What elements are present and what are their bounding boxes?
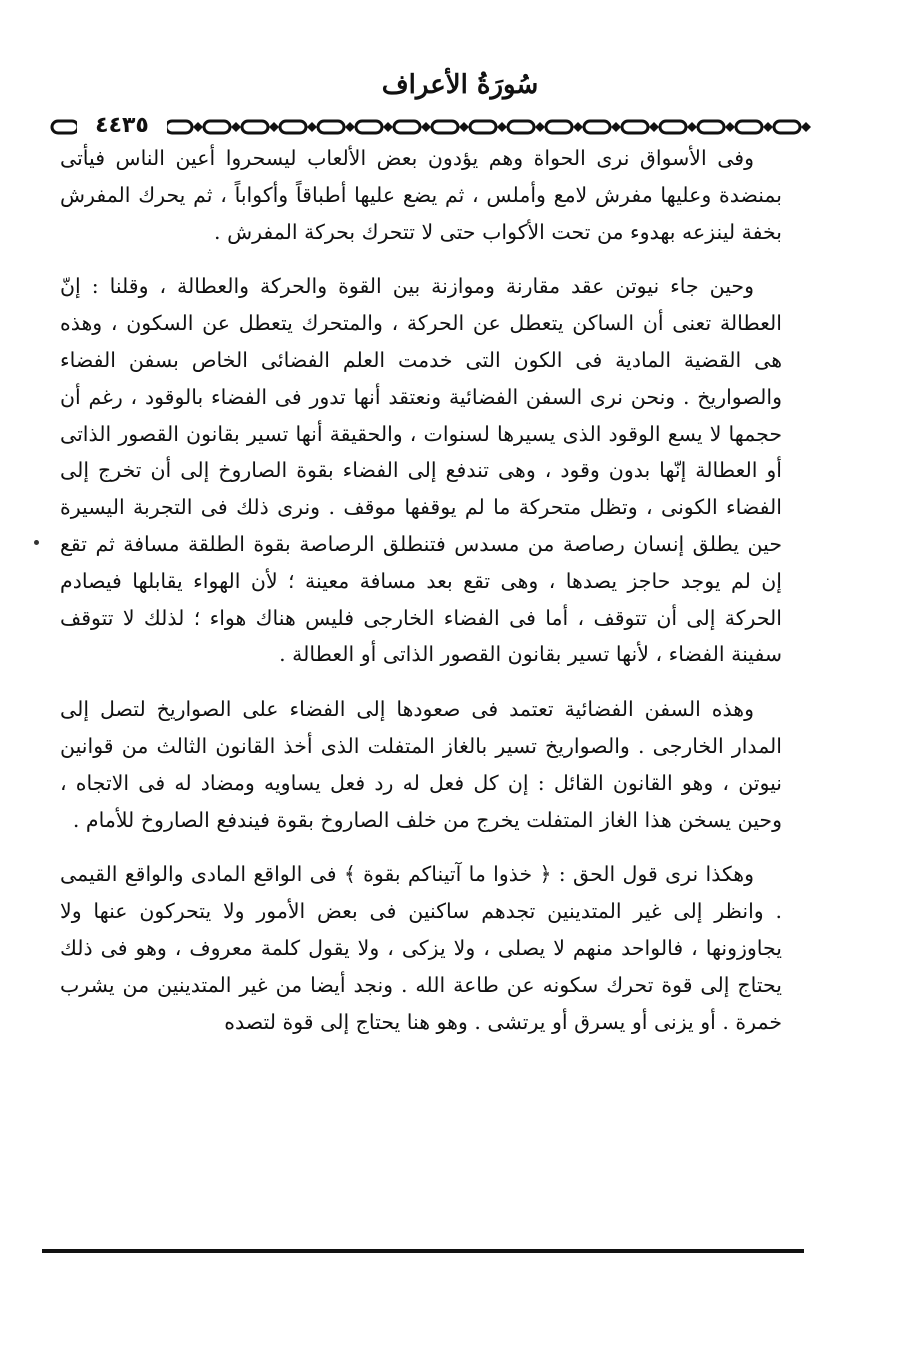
paragraph-1: وفى الأسواق نرى الحواة وهم يؤدون بعض الألعاب ليسحروا أعين الناس فيأتى بمنضدة وعليها مفرش لامع وأملس ، ثم يضع عليها أطباقاً وأكواباً ، ثم يحرك المفرش بخفة لينزعه بهدوء من تحت الأكواب حتى لا تتحرك بحركة المفرش . xyxy=(60,146,782,244)
ornament-link xyxy=(394,121,420,133)
ornament-link xyxy=(280,121,306,133)
body-text xyxy=(60,140,782,1058)
ornament-link xyxy=(318,121,344,133)
ornament-diamond xyxy=(763,122,773,132)
page-number: ٤٤٣٥ xyxy=(77,113,167,141)
ornament-link xyxy=(356,121,382,133)
ornament-link xyxy=(204,121,230,133)
ornament-diamond xyxy=(611,122,621,132)
ornament-link xyxy=(546,121,572,133)
ornament-diamond xyxy=(801,122,811,132)
ornament-link xyxy=(52,121,78,133)
ornament-diamond xyxy=(459,122,469,132)
surah-title: سُورَةُ الأعراف xyxy=(381,70,539,100)
paragraph-3: وهذه السفن الفضائية تعتمد فى صعودها إلى الفضاء على الصواريخ لتصل إلى المدار الخارجى . والصواريخ تسير بالغاز المتفلت الذى أخذ القانون الثالث من قوانين نيوتن ، وهو القانون القائل : إن كل فعل له رد فعل يساويه ومضاد له فى الاتجاه ، وحين يسخن هذا الغاز المتفلت يخرج من خلف الصاروخ بقوة فيندفع الصاروخ للأمام . xyxy=(60,697,782,832)
ornament-diamond xyxy=(421,122,431,132)
ornament-link xyxy=(774,121,800,133)
ornament-link xyxy=(166,121,192,133)
ornament-diamond xyxy=(231,122,241,132)
ornament-link xyxy=(660,121,686,133)
ornament-diamond xyxy=(725,122,735,132)
ornament-diamond xyxy=(345,122,355,132)
ornament-diamond xyxy=(307,122,317,132)
ornament-link xyxy=(736,121,762,133)
ornament-link xyxy=(622,121,648,133)
paragraph-2: وحين جاء نيوتن عقد مقارنة وموازنة بين القوة والحركة والعطالة ، وقلنا : إنّ العطالة تعنى أن الساكن يتعطل عن الحركة ، والمتحرك يتعطل عن السكون ، وهذه هى القضية المادية فى الكون التى خدمت العلم الفضائى الخاص بسفن الفضاء والصواريخ . ونحن نرى السفن الفضائية ونعتقد أنها تدور فى الفضاء بالوقود ، رغم أن حجمها لا يسع الوقود الذى يسيرها لسنوات ، والحقيقة أنها تسير بقانون القصور الذاتى أو العطالة إنّها بدون وقود ، وهى تندفع إلى الفضاء بقوة الصاروخ إلى أن تخرج إلى الفضاء الكونى ، وتظل متحركة ما لم يوقفها موقف . ونرى ذلك فى التجربة اليسيرة حين يطلق إنسان رصاصة من مسدس فتنطلق الرصاصة بقوة الطلقة مسافة ثم تقع إن لم يوجد حاجز يصدها ، وهى تقع بعد مسافة معينة ؛ لأن الهواء يقابلها فيصادم الحركة إلى أن تتوقف ، أما فى الفضاء الخارجى فليس هناك هواء ؛ لذلك لا تتوقف سفينة الفضاء ، لأنها تسير بقانون القصور الذاتى أو العطالة . xyxy=(60,274,782,667)
paragraph-4: وهكذا نرى قول الحق : ﴿ خذوا ما آتيناكم بقوة ﴾ فى الواقع المادى والواقع القيمى . وانظر إلى غير المتدينين تجدهم ساكنين فى بعض الأمور ولا يتحركون عنها ولا يجاوزونها ، فالواحد منهم لا يصلى ، ولا يزكى ، ولا يقول كلمة معروف ، وهو فى ذلك يحتاج إلى قوة تحرك سكونه عن طاعة الله . ونجد أيضا من غير المتدينين من يشرب خمرة . أو يزنى أو يسرق أو يرتشى . وهو هنا يحتاج إلى قوة لتصده xyxy=(60,862,782,1034)
ornament-diamond xyxy=(193,122,203,132)
ornament-link xyxy=(432,121,458,133)
ornament-link xyxy=(584,121,610,133)
ornament-link xyxy=(698,121,724,133)
ornament-diamond xyxy=(687,122,697,132)
ornament-diamond xyxy=(573,122,583,132)
ornament-diamond xyxy=(269,122,279,132)
ornament-diamond xyxy=(649,122,659,132)
footer-rule xyxy=(42,1249,804,1253)
scan-speck xyxy=(34,540,39,545)
ornament-link xyxy=(242,121,268,133)
ornament-link xyxy=(508,121,534,133)
ornament-diamond xyxy=(535,122,545,132)
ornament-diamond xyxy=(497,122,507,132)
ornament-diamond xyxy=(383,122,393,132)
ornament-link xyxy=(470,121,496,133)
